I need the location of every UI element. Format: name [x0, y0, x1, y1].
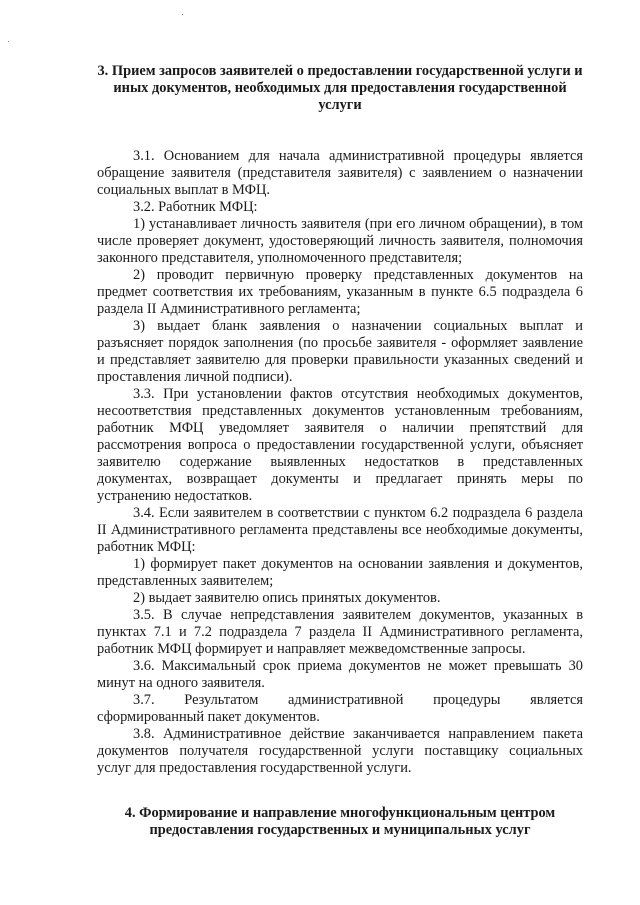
- paragraph-3-4-item-2: 2) выдает заявителю опись принятых документов.: [133, 590, 441, 606]
- scan-speck: [182, 14, 183, 15]
- paragraph-3-6: 3.6. Максимальный срок приема документов не может превышать 30 минут на одного заявителя.: [97, 658, 583, 691]
- paragraph-3-7: 3.7. Результатом административной процедуры является сформированный пакет документов.: [97, 692, 583, 725]
- scan-speck: [8, 41, 9, 42]
- paragraph-3-8: 3.8. Административное действие заканчивается направлением пакета документов получателя государственной услуги поставщику социальных услуг для предоставления государственной услуги.: [97, 726, 583, 776]
- paragraph-3-2-item-1: 1) устанавливает личность заявителя (при его личном обращении), в том числе проверяет документ, удостоверяющий личность заявителя, полномочия законного представителя, уполномоченного представителя;: [97, 216, 583, 266]
- section-3-heading: 3. Прием запросов заявителей о предоставлении государственной услуги и иных документов, необходимых для предоставления государственной услуги: [97, 63, 583, 113]
- paragraph-3-2: 3.2. Работник МФЦ:: [133, 199, 258, 215]
- document-page: [97, 63, 583, 839]
- paragraph-3-2-item-2: 2) проводит первичную проверку представленных документов на предмет соответствия их требованиям, указанным в пункте 6.5 подраздела 6 раздела II Административного регламента;: [97, 267, 583, 317]
- section-4-heading: 4. Формирование и направление многофункциональным центром предоставления государственных и муниципальных услуг: [124, 805, 556, 838]
- paragraph-3-2-item-3: 3) выдает бланк заявления о назначении социальных выплат и разъясняет порядок заполнения (по просьбе заявителя - оформляет заявление и представляет заявителю для проверки правильности указанных сведений и проставления личной подписи).: [97, 318, 583, 385]
- paragraph-3-5: 3.5. В случае непредставления заявителем документов, указанных в пунктах 7.1 и 7.2 подраздела 7 раздела II Административного регламента, работник МФЦ формирует и направляет межведомственные запросы.: [97, 607, 583, 657]
- paragraph-3-4-item-1: 1) формирует пакет документов на основании заявления и документов, представленных заявителем;: [97, 556, 583, 589]
- paragraph-3-4: 3.4. Если заявителем в соответствии с пунктом 6.2 подраздела 6 раздела II Административного регламента представлены все необходимые документы, работник МФЦ:: [97, 505, 583, 555]
- paragraph-3-3: 3.3. При установлении фактов отсутствия необходимых документов, несоответствия представленных документов установленным требованиям, работник МФЦ уведомляет заявителя о наличии препятствий для рассмотрения вопроса о предоставлении государственной услуги, объясняет заявителю содержание выявленных недостатков в представленных документах, возвращает документы и предлагает принять меры по устранению недостатков.: [97, 386, 583, 504]
- paragraph-3-1: 3.1. Основанием для начала административной процедуры является обращение заявителя (представителя заявителя) с заявлением о назначении социальных выплат в МФЦ.: [97, 148, 583, 198]
